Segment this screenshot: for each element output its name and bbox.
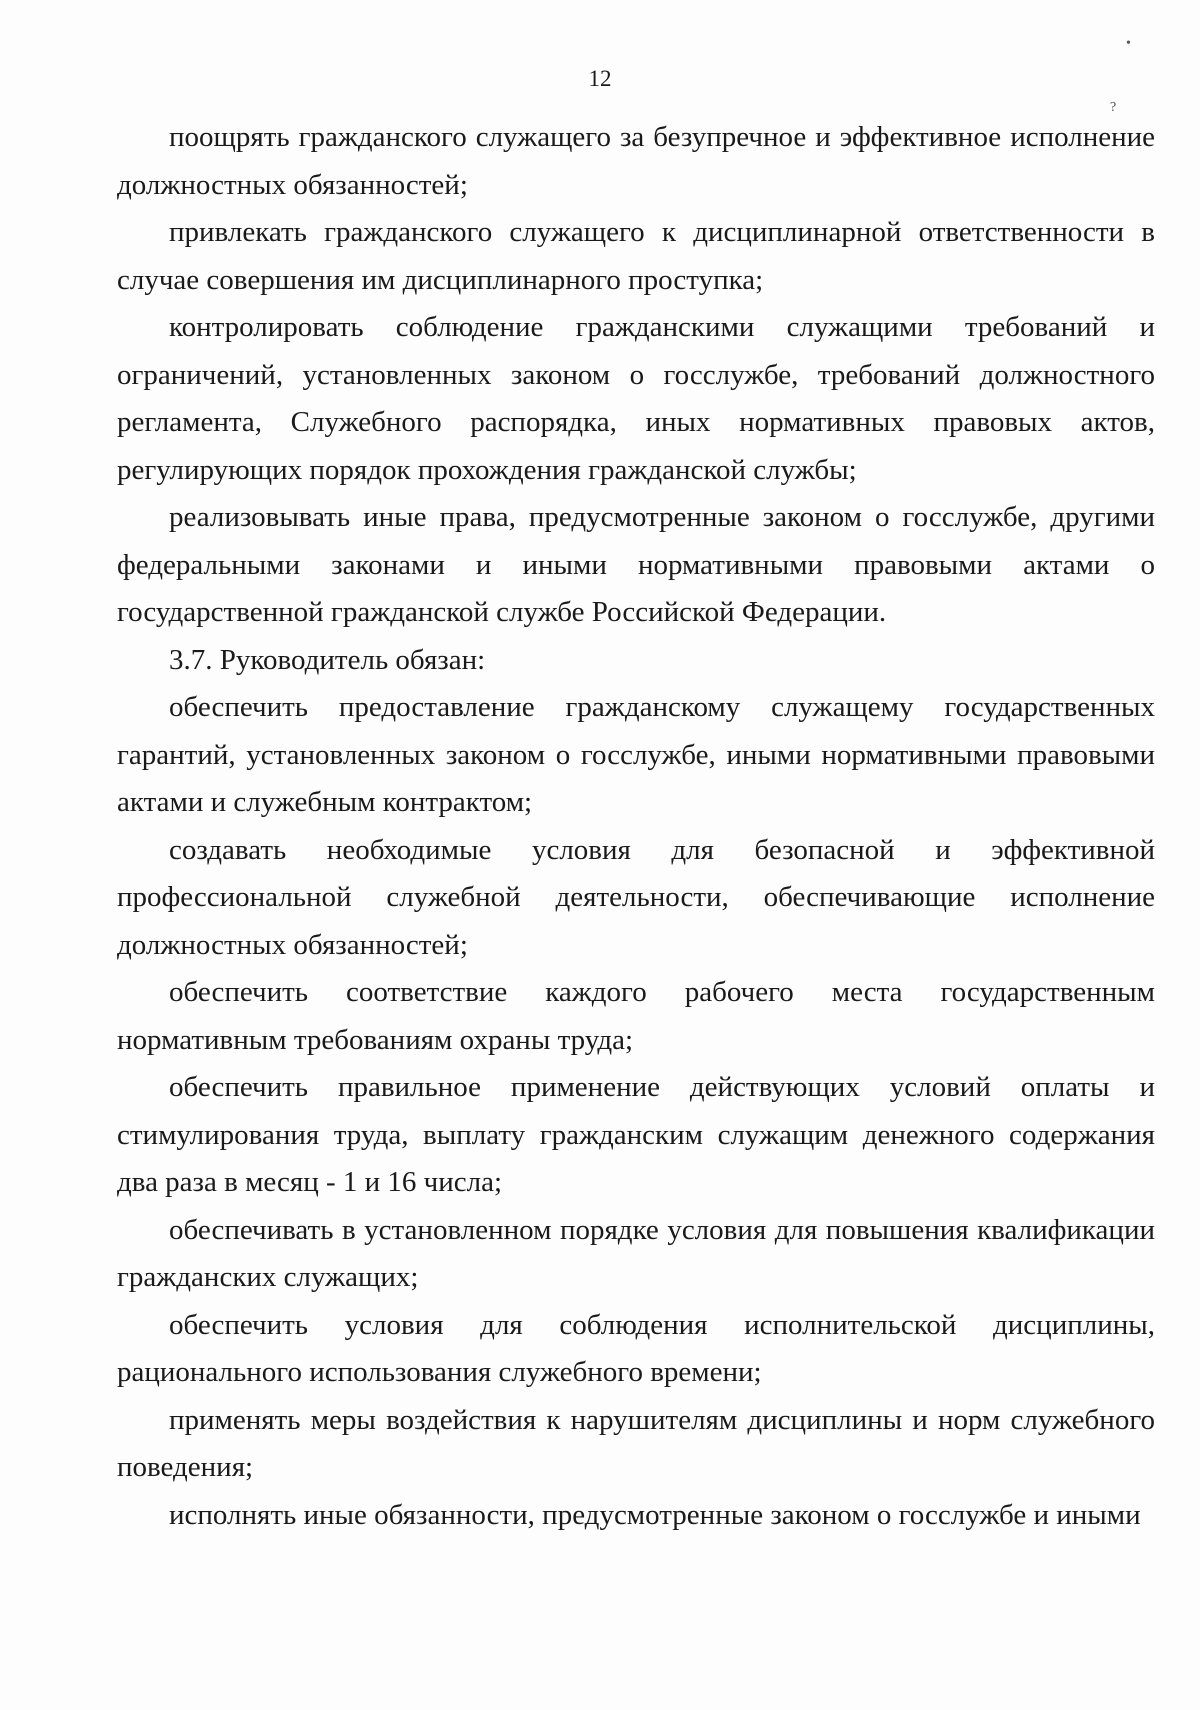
paragraph: обеспечить соответствие каждого рабочего места государственным нормативным требованиям охраны труда;	[117, 976, 1155, 1056]
paragraph: обеспечить условия для соблюдения исполнительской дисциплины, рационального использования служебного времени;	[117, 1308, 1155, 1388]
scan-speck: •	[1126, 36, 1131, 51]
paragraph: контролировать соблюдение гражданскими служащими требований и ограничений, установленных законом о госслужбе, требований должностного регламента, Служебного распорядка, иных нормативных правовых актов, регулирующих порядок прохождения гражданской службы;	[117, 311, 1155, 486]
paragraph: обеспечить предоставление гражданскому служащему государственных гарантий, установленных законом о госслужбе, иными нормативными правовыми актами и служебным контрактом;	[117, 691, 1155, 818]
paragraph: поощрять гражданского служащего за безупречное и эффективное исполнение должностных обязанностей;	[117, 121, 1155, 201]
page-number: 12	[588, 66, 612, 91]
scan-speck: ?	[1110, 100, 1117, 115]
paragraph: обеспечивать в установленном порядке условия для повышения квалификации гражданских служащих;	[117, 1213, 1155, 1293]
section-heading: 3.7. Руководитель обязан:	[169, 643, 486, 676]
paragraph: реализовывать иные права, предусмотренные законом о госслужбе, другими федеральными законами и иными нормативными правовыми актами о государственной гражданской службе Российской Федерации.	[117, 501, 1155, 628]
paragraph: привлекать гражданского служащего к дисциплинарной ответственности в случае совершения им дисциплинарного проступка;	[117, 216, 1155, 296]
paragraph: исполнять иные обязанности, предусмотренные законом о госслужбе и иными	[169, 1498, 1141, 1531]
document-body	[117, 114, 1155, 1539]
paragraph: применять меры воздействия к нарушителям дисциплины и норм служебного поведения;	[117, 1403, 1155, 1483]
paragraph: создавать необходимые условия для безопасной и эффективной профессиональной служебной деятельности, обеспечивающие исполнение должностных обязанностей;	[117, 833, 1155, 961]
paragraph: обеспечить правильное применение действующих условий оплаты и стимулирования труда, выплату гражданским служащим денежного содержания два раза в месяц - 1 и 16 числа;	[117, 1071, 1155, 1198]
